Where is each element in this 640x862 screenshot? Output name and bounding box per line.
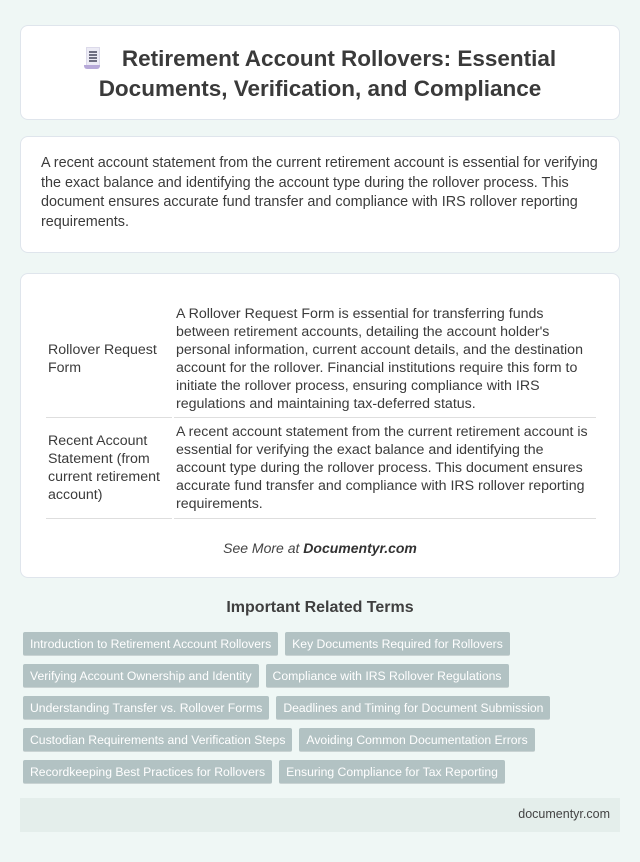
page-title-text: Retirement Account Rollovers: Essential Documents, Verification, and Compliance [98, 46, 557, 101]
tag-row [23, 664, 583, 688]
document-icon [84, 47, 100, 69]
table-row [46, 301, 596, 418]
document-name: Rollover Request Form [46, 301, 172, 418]
document-description: A recent account statement from the current retirement account is essential for verifying the exact balance and identifying the account type during the rollover process. This document ensures accurate fund transfer and compliance with IRS rollover reporting requirements. [174, 418, 596, 519]
tag-row [23, 632, 583, 656]
intro-text: A recent account statement from the current retirement account is essential for verifying the exact balance and identifying the account type during the rollover process. This document ensures accurate fund transfer and compliance with IRS rollover reporting requirements. [41, 155, 598, 230]
related-term-tag[interactable]: Ensuring Compliance for Tax Reporting [279, 760, 505, 784]
related-term-tag[interactable]: Key Documents Required for Rollovers [285, 632, 510, 656]
related-term-tag[interactable]: Understanding Transfer vs. Rollover Forms [23, 696, 269, 720]
document-description: A Rollover Request Form is essential for transferring funds between retirement accounts, detailing the account holder's personal information, current account details, and the destination account for the rollover. Financial institutions require this form to initiate the rollover process, ensuring compliance with IRS regulations and maintaining tax-deferred status. [174, 301, 596, 418]
related-term-tag[interactable]: Verifying Account Ownership and Identity [23, 664, 259, 688]
intro-card [20, 136, 620, 253]
document-name: Recent Account Statement (from current retirement account) [46, 418, 172, 519]
see-more-prefix: See More at [223, 540, 304, 556]
table-row [46, 418, 596, 519]
tag-row [23, 728, 583, 752]
related-terms-list [23, 632, 583, 792]
documents-table [44, 301, 598, 519]
related-terms-heading: Important Related Terms [226, 599, 414, 616]
footer [20, 798, 620, 832]
tag-row [23, 696, 583, 720]
related-term-tag[interactable]: Custodian Requirements and Verification Steps [23, 728, 292, 752]
related-term-tag[interactable]: Introduction to Retirement Account Rollovers [23, 632, 278, 656]
see-more-link[interactable] [21, 540, 619, 556]
see-more-site[interactable]: Documentyr.com [303, 540, 417, 556]
documents-card [20, 273, 620, 578]
related-term-tag[interactable]: Compliance with IRS Rollover Regulations [266, 664, 509, 688]
related-term-tag[interactable]: Recordkeeping Best Practices for Rollovers [23, 760, 272, 784]
footer-site-link[interactable]: documentyr.com [518, 807, 610, 821]
page-title [21, 44, 619, 104]
related-term-tag[interactable]: Deadlines and Timing for Document Submission [276, 696, 550, 720]
related-term-tag[interactable]: Avoiding Common Documentation Errors [299, 728, 534, 752]
title-card [20, 25, 620, 120]
tag-row [23, 760, 583, 784]
